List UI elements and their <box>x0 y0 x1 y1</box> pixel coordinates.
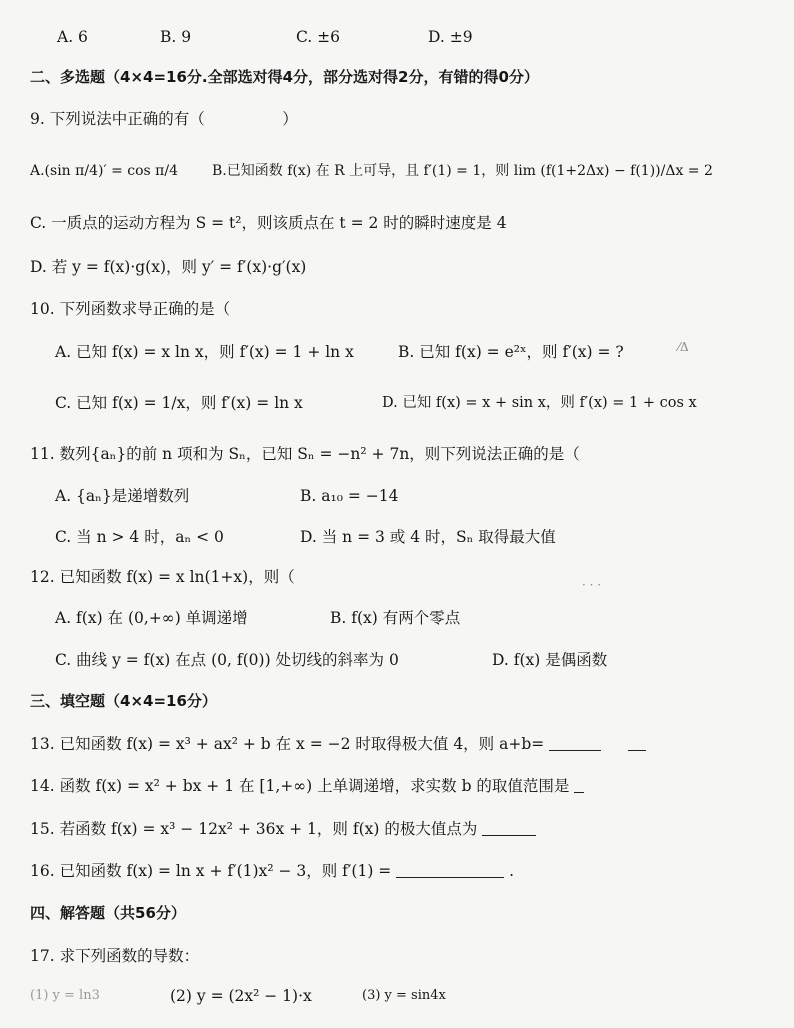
q10-option-d: D. 已知 f(x) = x + sin x，则 f′(x) = 1 + cos x <box>382 395 697 411</box>
q11-option-a: A. {aₙ}是递增数列 <box>55 487 190 505</box>
q16-stem: 16. 已知函数 f(x) = ln x + f′(1)x² − 3，则 f′(1) = <box>30 862 392 880</box>
q15-text <box>30 818 536 840</box>
faint-dot-mark: · · · <box>582 578 602 592</box>
q17-stem: 17. 求下列函数的导数： <box>30 947 200 965</box>
q9-option-c: C. 一质点的运动方程为 S = t²，则该质点在 t = 2 时的瞬时速度是 4 <box>30 214 507 232</box>
q10-stem: 10. 下列函数求导正确的是（ <box>30 300 231 318</box>
q12-option-b: B. f(x) 有两个零点 <box>330 609 461 627</box>
q11-option-d: D. 当 n = 3 或 4 时，Sₙ 取得最大值 <box>300 528 556 546</box>
q11-stem: 11. 数列{aₙ}的前 n 项和为 Sₙ，已知 Sₙ = −n² + 7n，则下列说法正确的是（ <box>30 445 580 463</box>
q9-option-a: A.(sin π/4)′ = cos π/4 <box>30 163 178 179</box>
q11-option-b: B. a₁₀ = −14 <box>300 487 399 505</box>
q10-option-b: B. 已知 f(x) = e²ˣ，则 f′(x) = ? <box>398 343 624 361</box>
q13-stem: 13. 已知函数 f(x) = x³ + ax² + b 在 x = −2 时取得极大值 4，则 a+b= <box>30 735 545 753</box>
q10-option-c: C. 已知 f(x) = 1/x，则 f′(x) = ln x <box>55 394 303 412</box>
q17-part-1: (1) y = ln3 <box>30 988 100 1003</box>
q9-stem: 9. 下列说法中正确的有（ ） <box>30 110 298 128</box>
q8-option-d: D. ±9 <box>428 28 473 46</box>
q8-option-c: C. ±6 <box>296 28 341 46</box>
q17-part-3: (3) y = sin4x <box>362 988 446 1003</box>
section-2-heading: 二、多选题（4×4=16分.全部选对得4分，部分选对得2分，有错的得0分） <box>30 68 539 86</box>
q15-stem: 15. 若函数 f(x) = x³ − 12x² + 36x + 1，则 f(x) 的极大值点为 <box>30 820 478 838</box>
q13-text <box>30 733 646 755</box>
section-4-heading: 四、解答题（共56分） <box>30 904 186 922</box>
q12-option-a: A. f(x) 在 (0,+∞) 单调递增 <box>55 609 248 627</box>
q16-answer-blank[interactable] <box>396 861 504 878</box>
q9-option-d: D. 若 y = f(x)·g(x)，则 y′ = f′(x)·g′(x) <box>30 258 307 276</box>
q8-option-a: A. 6 <box>57 28 88 46</box>
q12-option-d: D. f(x) 是偶函数 <box>492 651 608 669</box>
q13-answer-blank-tail <box>628 734 646 751</box>
q10-option-a: A. 已知 f(x) = x ln x，则 f′(x) = 1 + ln x <box>55 343 354 361</box>
faint-pencil-mark: ⁄Δ <box>678 340 689 354</box>
q17-part-2: (2) y = (2x² − 1)·x <box>170 987 312 1005</box>
q14-stem: 14. 函数 f(x) = x² + bx + 1 在 [1,+∞) 上单调递增，求实数 b 的取值范围是 <box>30 777 570 795</box>
q12-option-c: C. 曲线 y = f(x) 在点 (0, f(0)) 处切线的斜率为 0 <box>55 651 399 669</box>
q12-stem: 12. 已知函数 f(x) = x ln(1+x)，则（ <box>30 568 295 586</box>
section-3-heading: 三、填空题（4×4=16分） <box>30 692 217 710</box>
q14-answer-blank[interactable] <box>574 776 584 793</box>
q13-answer-blank[interactable] <box>549 734 601 751</box>
q9-option-b: B.已知函数 f(x) 在 R 上可导，且 f′(1) = 1，则 lim (f(1+2Δx) − f(1))/Δx = 2 <box>212 163 713 179</box>
q14-text <box>30 775 584 797</box>
q8-option-b: B. 9 <box>160 28 192 46</box>
q15-answer-blank[interactable] <box>482 819 536 836</box>
q16-text <box>30 860 514 882</box>
q16-period: . <box>509 862 515 880</box>
q11-option-c: C. 当 n > 4 时，aₙ < 0 <box>55 528 224 546</box>
